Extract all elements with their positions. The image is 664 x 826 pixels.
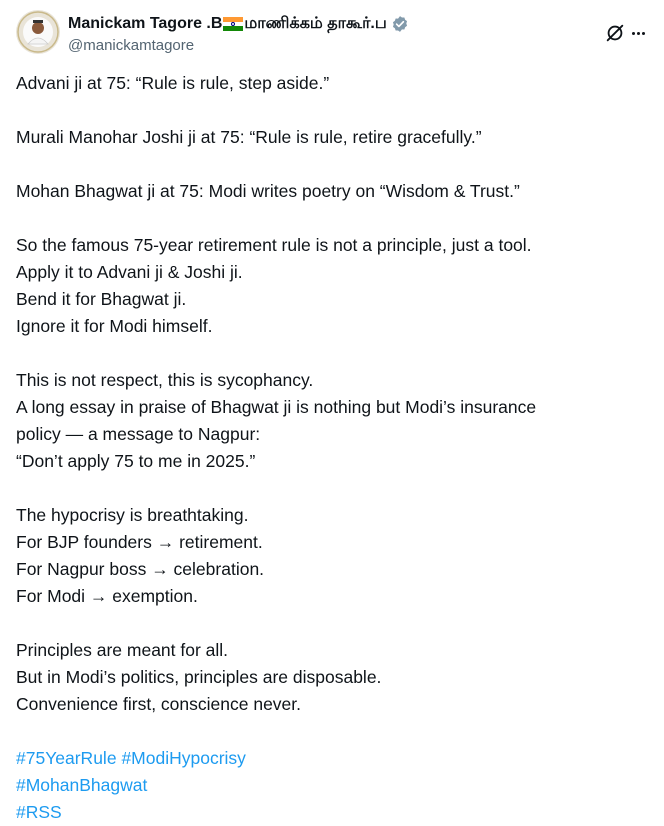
text-line: A long essay in praise of Bhagwat ji is nothing but Modi’s insurance bbox=[16, 397, 537, 417]
paragraph-4 bbox=[16, 232, 648, 340]
paragraph-1 bbox=[16, 70, 648, 97]
text-line: Advani ji at 75: “Rule is rule, step aside.” bbox=[16, 73, 330, 93]
paragraph-5 bbox=[16, 367, 648, 475]
spacer bbox=[16, 340, 648, 367]
hashtags bbox=[16, 745, 648, 826]
hashtag-line bbox=[16, 799, 648, 826]
india-flag-icon bbox=[223, 17, 243, 31]
hashtag-mohanbhagwat[interactable]: #MohanBhagwat bbox=[16, 775, 148, 795]
text-line: Convenience first, conscience never. bbox=[16, 694, 302, 714]
paragraph-2 bbox=[16, 124, 648, 151]
text-line: Bend it for Bhagwat ji. bbox=[16, 289, 187, 309]
hashtag-75yearrule[interactable]: #75YearRule bbox=[16, 748, 117, 768]
paragraph-6 bbox=[16, 502, 648, 610]
text-line: For Modi → exemption. bbox=[16, 586, 198, 606]
text-line: So the famous 75-year retirement rule is not a principle, just a tool. bbox=[16, 235, 532, 255]
spacer bbox=[16, 475, 648, 502]
text-line: Principles are meant for all. bbox=[16, 640, 229, 660]
more-icon[interactable] bbox=[628, 22, 648, 44]
text-line: Murali Manohar Joshi ji at 75: “Rule is rule, retire gracefully.” bbox=[16, 127, 482, 147]
avatar[interactable] bbox=[16, 10, 60, 54]
display-name[interactable]: Manickam Tagore .B bbox=[68, 15, 223, 32]
spacer bbox=[16, 718, 648, 745]
hashtag-modihypocrisy[interactable]: #ModiHypocrisy bbox=[121, 748, 246, 768]
paragraph-7 bbox=[16, 637, 648, 718]
text-line: For Nagpur boss → celebration. bbox=[16, 559, 265, 579]
text-line: For BJP founders → retirement. bbox=[16, 532, 263, 552]
paragraph-3 bbox=[16, 178, 648, 205]
display-name-tamil[interactable]: மாணிக்கம் தாகூர்.ப bbox=[244, 15, 387, 32]
verified-badge-icon[interactable] bbox=[391, 15, 409, 33]
grok-icon[interactable] bbox=[604, 22, 626, 44]
tweet-header bbox=[16, 10, 648, 60]
text-line: “Don’t apply 75 to me in 2025.” bbox=[16, 451, 256, 471]
spacer bbox=[16, 205, 648, 232]
text-line: But in Modi’s politics, principles are disposable. bbox=[16, 667, 382, 687]
text-line: Apply it to Advani ji & Joshi ji. bbox=[16, 262, 243, 282]
hashtag-line bbox=[16, 745, 648, 772]
text-line: policy — a message to Nagpur: bbox=[16, 424, 261, 444]
text-line: The hypocrisy is breathtaking. bbox=[16, 505, 249, 525]
author-names bbox=[68, 13, 588, 54]
handle[interactable]: @manickamtagore bbox=[68, 37, 195, 54]
display-name-row[interactable] bbox=[68, 13, 588, 35]
tweet-text bbox=[16, 70, 648, 826]
spacer bbox=[16, 610, 648, 637]
text-line: Mohan Bhagwat ji at 75: Modi writes poetry on “Wisdom & Trust.” bbox=[16, 181, 520, 201]
text-line: This is not respect, this is sycophancy. bbox=[16, 370, 314, 390]
hashtag-line bbox=[16, 772, 648, 799]
hashtag-rss[interactable]: #RSS bbox=[16, 802, 62, 822]
spacer bbox=[16, 97, 648, 124]
spacer bbox=[16, 151, 648, 178]
text-line: Ignore it for Modi himself. bbox=[16, 316, 213, 336]
